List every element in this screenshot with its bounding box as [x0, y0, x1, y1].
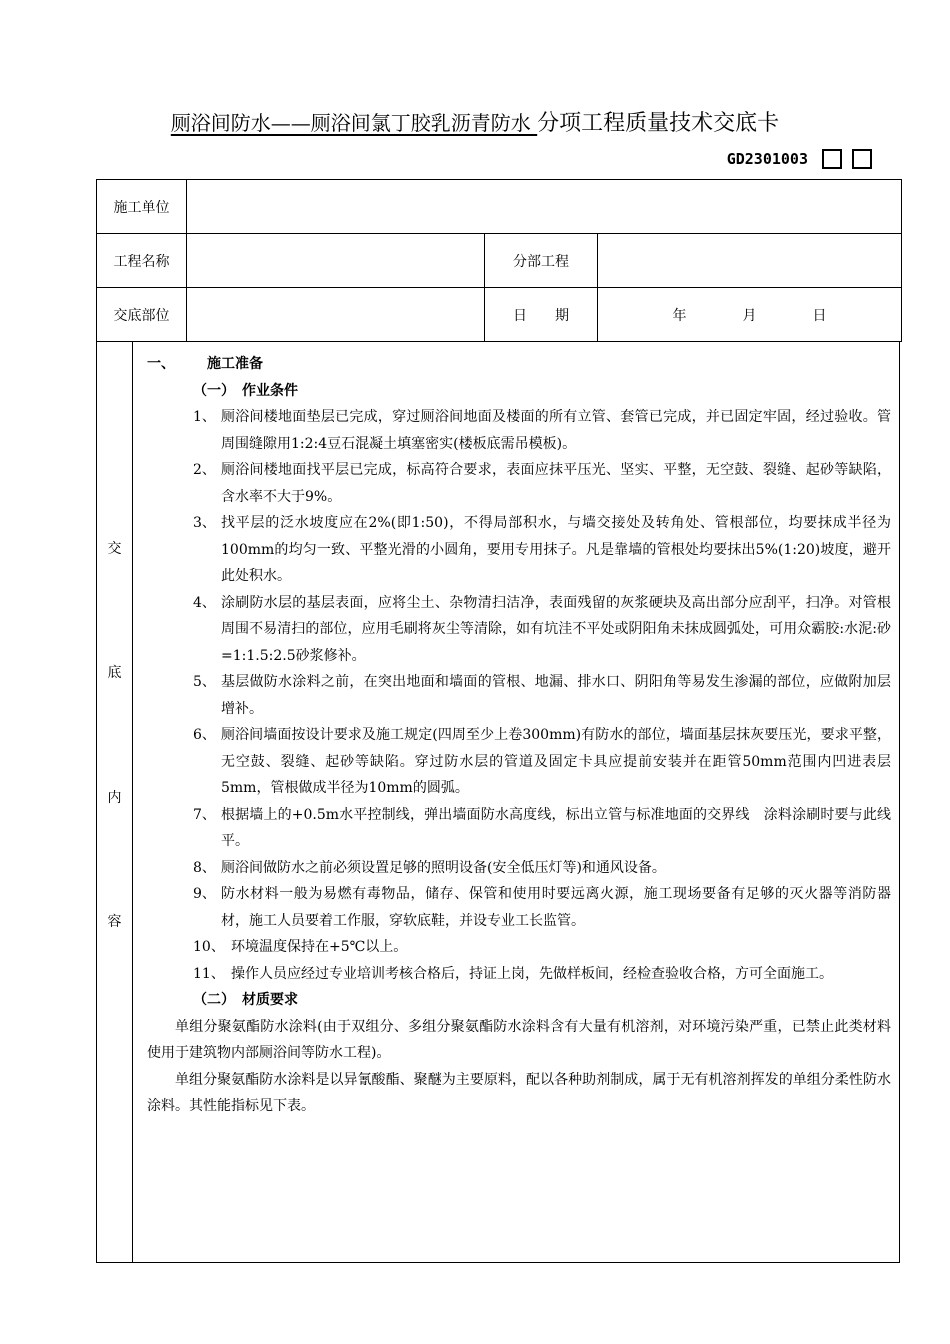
list-item: 2、 厕浴间楼地面找平层已完成，标高符合要求，表面应抹平压光、坚实、平整，无空鼓、裂缝、起砂等缺陷，含水率不大于9%。	[193, 462, 891, 505]
content-frame	[96, 341, 900, 1263]
project-name-field[interactable]	[187, 234, 485, 288]
division-label: 分部工程	[485, 234, 598, 288]
title-main: 分项工程质量技术交底卡	[537, 111, 780, 136]
side-char-4: 容	[107, 914, 122, 930]
subsection-1-heading: （一） 作业条件	[193, 382, 298, 399]
list-item: 3、 找平层的泛水坡度应在2%(即1:50)，不得局部积水，与墙交接处及转角处、管根部位，均要抹成半径为100mm的均匀一致、平整光滑的小圆角，要用专用抹子。凡是靠墙的管根处均要抹出5%(1:20)坡度，避开此处积水。	[193, 515, 891, 584]
handover-part-field[interactable]	[187, 288, 485, 342]
date-label: 日 期	[485, 288, 598, 342]
document-title	[0, 106, 950, 137]
list-item: 1、 厕浴间楼地面垫层已完成，穿过厕浴间地面及楼面的所有立管、套管已完成，并已固定牢固，经过验收。管周围缝隙用1:2:4豆石混凝土填塞密实(楼板底需吊模板)。	[193, 409, 891, 452]
date-month: 月	[742, 307, 757, 324]
paragraph: 单组分聚氨酯防水涂料是以异氰酸酯、聚醚为主要原料，配以各种助剂制成，属于无有机溶剂挥发的单组分柔性防水涂料。其性能指标见下表。	[147, 1071, 891, 1114]
project-name-label: 工程名称	[97, 234, 187, 288]
list-item: 7、 根据墙上的+0.5m水平控制线，弹出墙面防水高度线，标出立管与标准地面的交界线 涂料涂刷时要与此线平。	[193, 806, 891, 849]
section-1-num: 一、	[147, 356, 175, 372]
construction-unit-field[interactable]	[187, 180, 902, 234]
side-char-2: 底	[107, 665, 122, 681]
construction-unit-label: 施工单位	[97, 180, 187, 234]
list-item: 8、 厕浴间做防水之前必须设置足够的照明设备(安全低压灯等)和通风设备。	[193, 859, 666, 876]
section-1-heading	[147, 351, 891, 378]
list-item: 6、 厕浴间墙面按设计要求及施工规定(四周至少上卷300mm)有防水的部位，墙面基层抹灰要压光，要求平整，无空鼓、裂缝、起砂等缺陷。穿过防水层的管道及固定卡具应提前安装并在距管50mm范围内凹进表层5mm，管根做成半径为10mm的圆弧。	[193, 727, 891, 796]
checkbox-1[interactable]	[822, 149, 842, 169]
handover-part-label: 交底部位	[97, 288, 187, 342]
side-label-column	[97, 341, 133, 1262]
division-field[interactable]	[598, 234, 902, 288]
handover-content	[133, 341, 901, 1120]
list-item: 11、 操作人员应经过专业培训考核合格后，持证上岗，先做样板间，经检查验收合格，方可全面施工。	[193, 965, 833, 982]
doc-code-row	[727, 146, 872, 172]
date-year: 年	[672, 307, 687, 324]
date-day: 日	[812, 307, 827, 324]
paragraph: 单组分聚氨酯防水涂料(由于双组分、多组分聚氨酯防水涂料含有大量有机溶剂，对环境污染严重，已禁止此类材料使用于建筑物内部厕浴间等防水工程)。	[147, 1018, 891, 1061]
handover-form	[96, 179, 902, 342]
date-field[interactable]	[598, 288, 902, 342]
list-item: 9、 防水材料一般为易燃有毒物品，储存、保管和使用时要远离火源，施工现场要备有足够的灭火器等消防器材，施工人员要着工作服，穿软底鞋，并设专业工长监管。	[193, 886, 891, 929]
checkbox-2[interactable]	[852, 149, 872, 169]
list-item: 10、 环境温度保持在+5℃以上。	[193, 939, 408, 955]
side-char-1: 交	[107, 541, 122, 557]
subsection-2-heading: （二） 材质要求	[193, 992, 298, 1008]
section-1-title: 施工准备	[207, 356, 263, 372]
doc-code: GD2301003	[726, 150, 808, 168]
list-item: 5、 基层做防水涂料之前，在突出地面和墙面的管根、地漏、排水口、阴阳角等易发生渗漏的部位，应做附加层增补。	[193, 674, 891, 717]
list-item: 4、 涂刷防水层的基层表面，应将尘土、杂物清扫洁净，表面残留的灰浆硬块及高出部分应刮平，扫净。对管根周围不易清扫的部位，应用毛刷将灰尘等清除，如有坑洼不平处或阴阳角未抹成圆弧处，可用众霸胶:水泥:砂=1:1.5:2.5砂浆修补。	[193, 594, 891, 664]
side-char-3: 内	[107, 790, 122, 806]
title-subject: 厕浴间防水——厕浴间氯丁胶乳沥青防水	[170, 111, 538, 135]
